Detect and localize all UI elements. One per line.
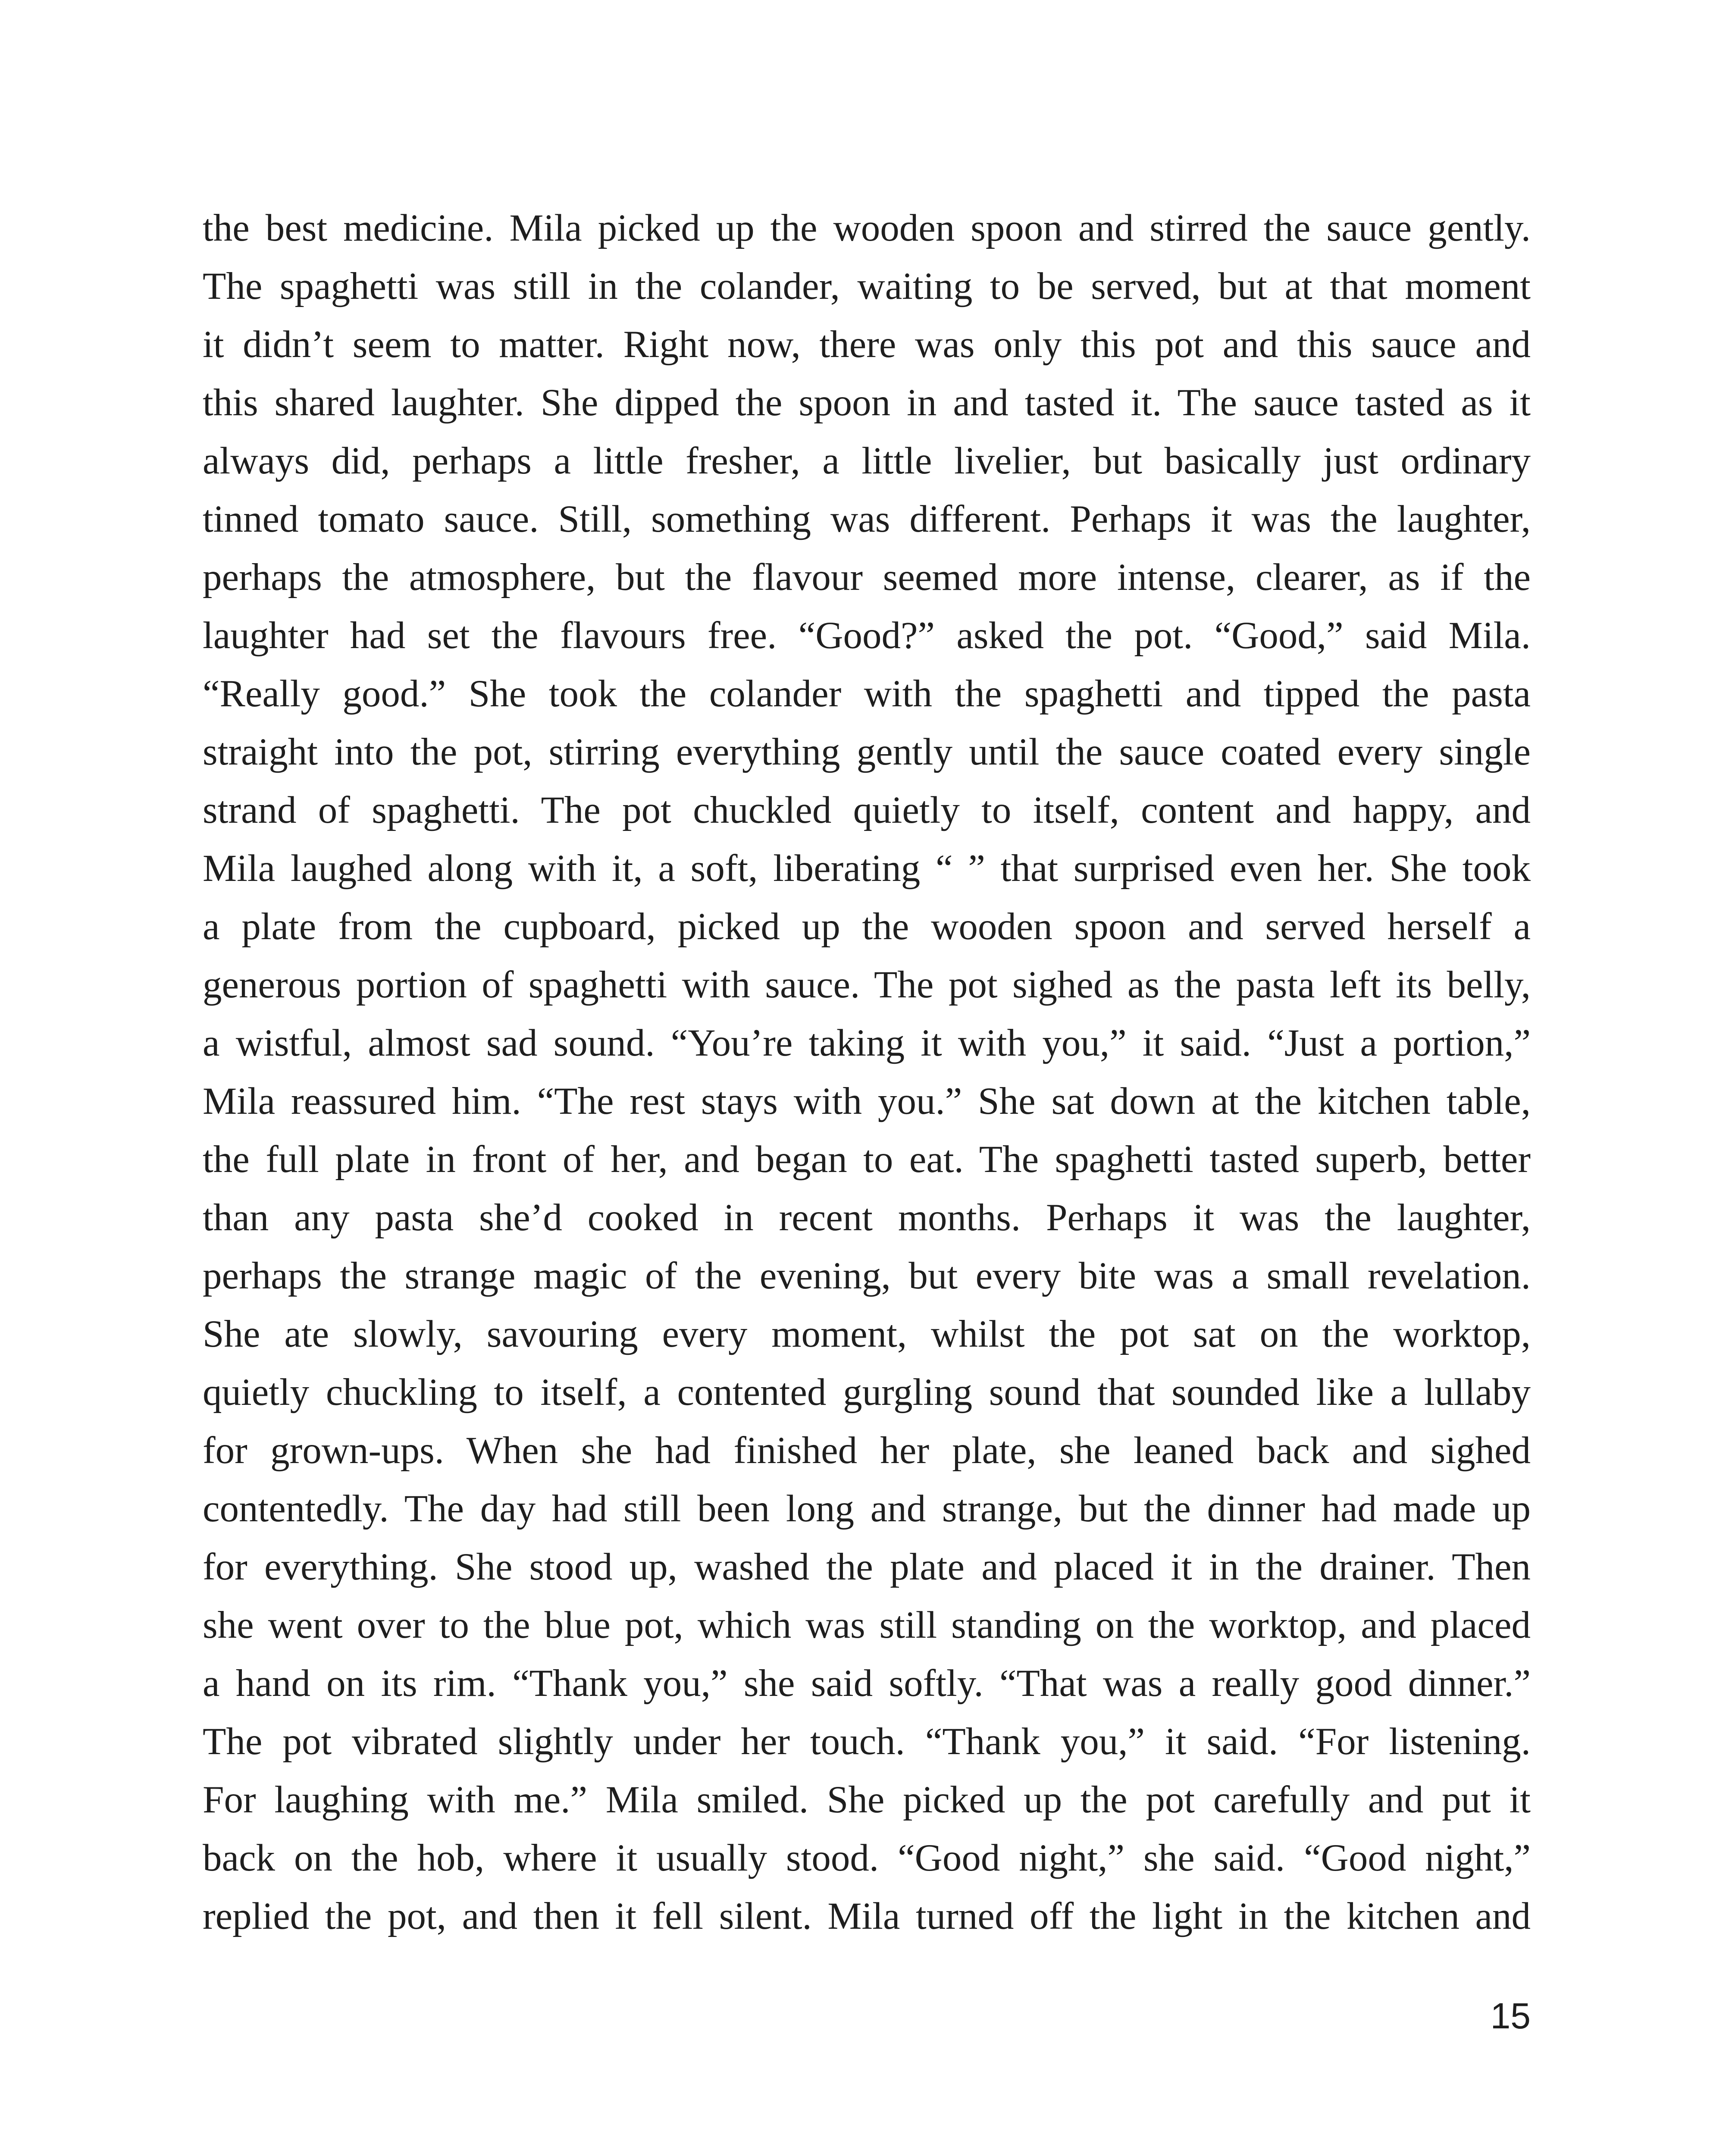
text-line: laughter had set the flavours free. “Good?” asked the pot. “Good,” said Mila. bbox=[203, 614, 1531, 657]
text-line: The pot vibrated slightly under her touch. “Thank you,” it said. “For listening. bbox=[203, 1720, 1531, 1763]
text-line: Mila laughed along with it, a soft, liberating “ ” that surprised even her. She took bbox=[203, 847, 1531, 890]
text-line: a wistful, almost sad sound. “You’re taking it with you,” it said. “Just a portion,” bbox=[203, 1022, 1531, 1064]
text-line: The spaghetti was still in the colander, waiting to be served, but at that moment bbox=[203, 265, 1531, 307]
text-line: tinned tomato sauce. Still, something was different. Perhaps it was the laughter, bbox=[203, 498, 1531, 540]
body-text bbox=[203, 199, 1531, 1946]
text-line: for everything. She stood up, washed the plate and placed it in the drainer. Then bbox=[203, 1546, 1531, 1588]
text-line: than any pasta she’d cooked in recent months. Perhaps it was the laughter, bbox=[203, 1197, 1531, 1239]
text-line: perhaps the atmosphere, but the flavour seemed more intense, clearer, as if the bbox=[203, 556, 1531, 599]
text-line: a plate from the cupboard, picked up the wooden spoon and served herself a bbox=[203, 906, 1531, 948]
text-line: she went over to the blue pot, which was still standing on the worktop, and placed bbox=[203, 1604, 1531, 1646]
text-line: perhaps the strange magic of the evening, but every bite was a small revelation. bbox=[203, 1255, 1531, 1297]
text-line: straight into the pot, stirring everything gently until the sauce coated every single bbox=[203, 731, 1531, 773]
text-line: contentedly. The day had still been long and strange, but the dinner had made up bbox=[203, 1488, 1531, 1530]
page-number: 15 bbox=[1490, 1996, 1531, 2036]
text-line: quietly chuckling to itself, a contented gurgling sound that sounded like a lullaby bbox=[203, 1371, 1531, 1413]
text-line: generous portion of spaghetti with sauce. The pot sighed as the pasta left its belly, bbox=[203, 964, 1531, 1006]
text-line: a hand on its rim. “Thank you,” she said softly. “That was a really good dinner.” bbox=[203, 1662, 1531, 1705]
text-line: back on the hob, where it usually stood. “Good night,” she said. “Good night,” bbox=[203, 1837, 1531, 1879]
text-line: She ate slowly, savouring every moment, whilst the pot sat on the worktop, bbox=[203, 1313, 1531, 1355]
text-line: this shared laughter. She dipped the spoon in and tasted it. The sauce tasted as it bbox=[203, 382, 1531, 424]
text-line: the full plate in front of her, and began to eat. The spaghetti tasted superb, better bbox=[203, 1138, 1531, 1181]
text-line: the best medicine. Mila picked up the wooden spoon and stirred the sauce gently. bbox=[203, 207, 1531, 249]
text-line: for grown-ups. When she had finished her plate, she leaned back and sighed bbox=[203, 1429, 1531, 1472]
text-line: “Really good.” She took the colander with the spaghetti and tipped the pasta bbox=[203, 673, 1531, 715]
text-line: strand of spaghetti. The pot chuckled quietly to itself, content and happy, and bbox=[203, 789, 1531, 831]
text-line: For laughing with me.” Mila smiled. She picked up the pot carefully and put it bbox=[203, 1779, 1531, 1821]
text-line: replied the pot, and then it fell silent. Mila turned off the light in the kitchen and bbox=[203, 1895, 1531, 1937]
text-line: it didn’t seem to matter. Right now, there was only this pot and this sauce and bbox=[203, 323, 1531, 366]
text-line: Mila reassured him. “The rest stays with you.” She sat down at the kitchen table, bbox=[203, 1080, 1531, 1122]
text-line: always did, perhaps a little fresher, a little livelier, but basically just ordinary bbox=[203, 440, 1531, 482]
